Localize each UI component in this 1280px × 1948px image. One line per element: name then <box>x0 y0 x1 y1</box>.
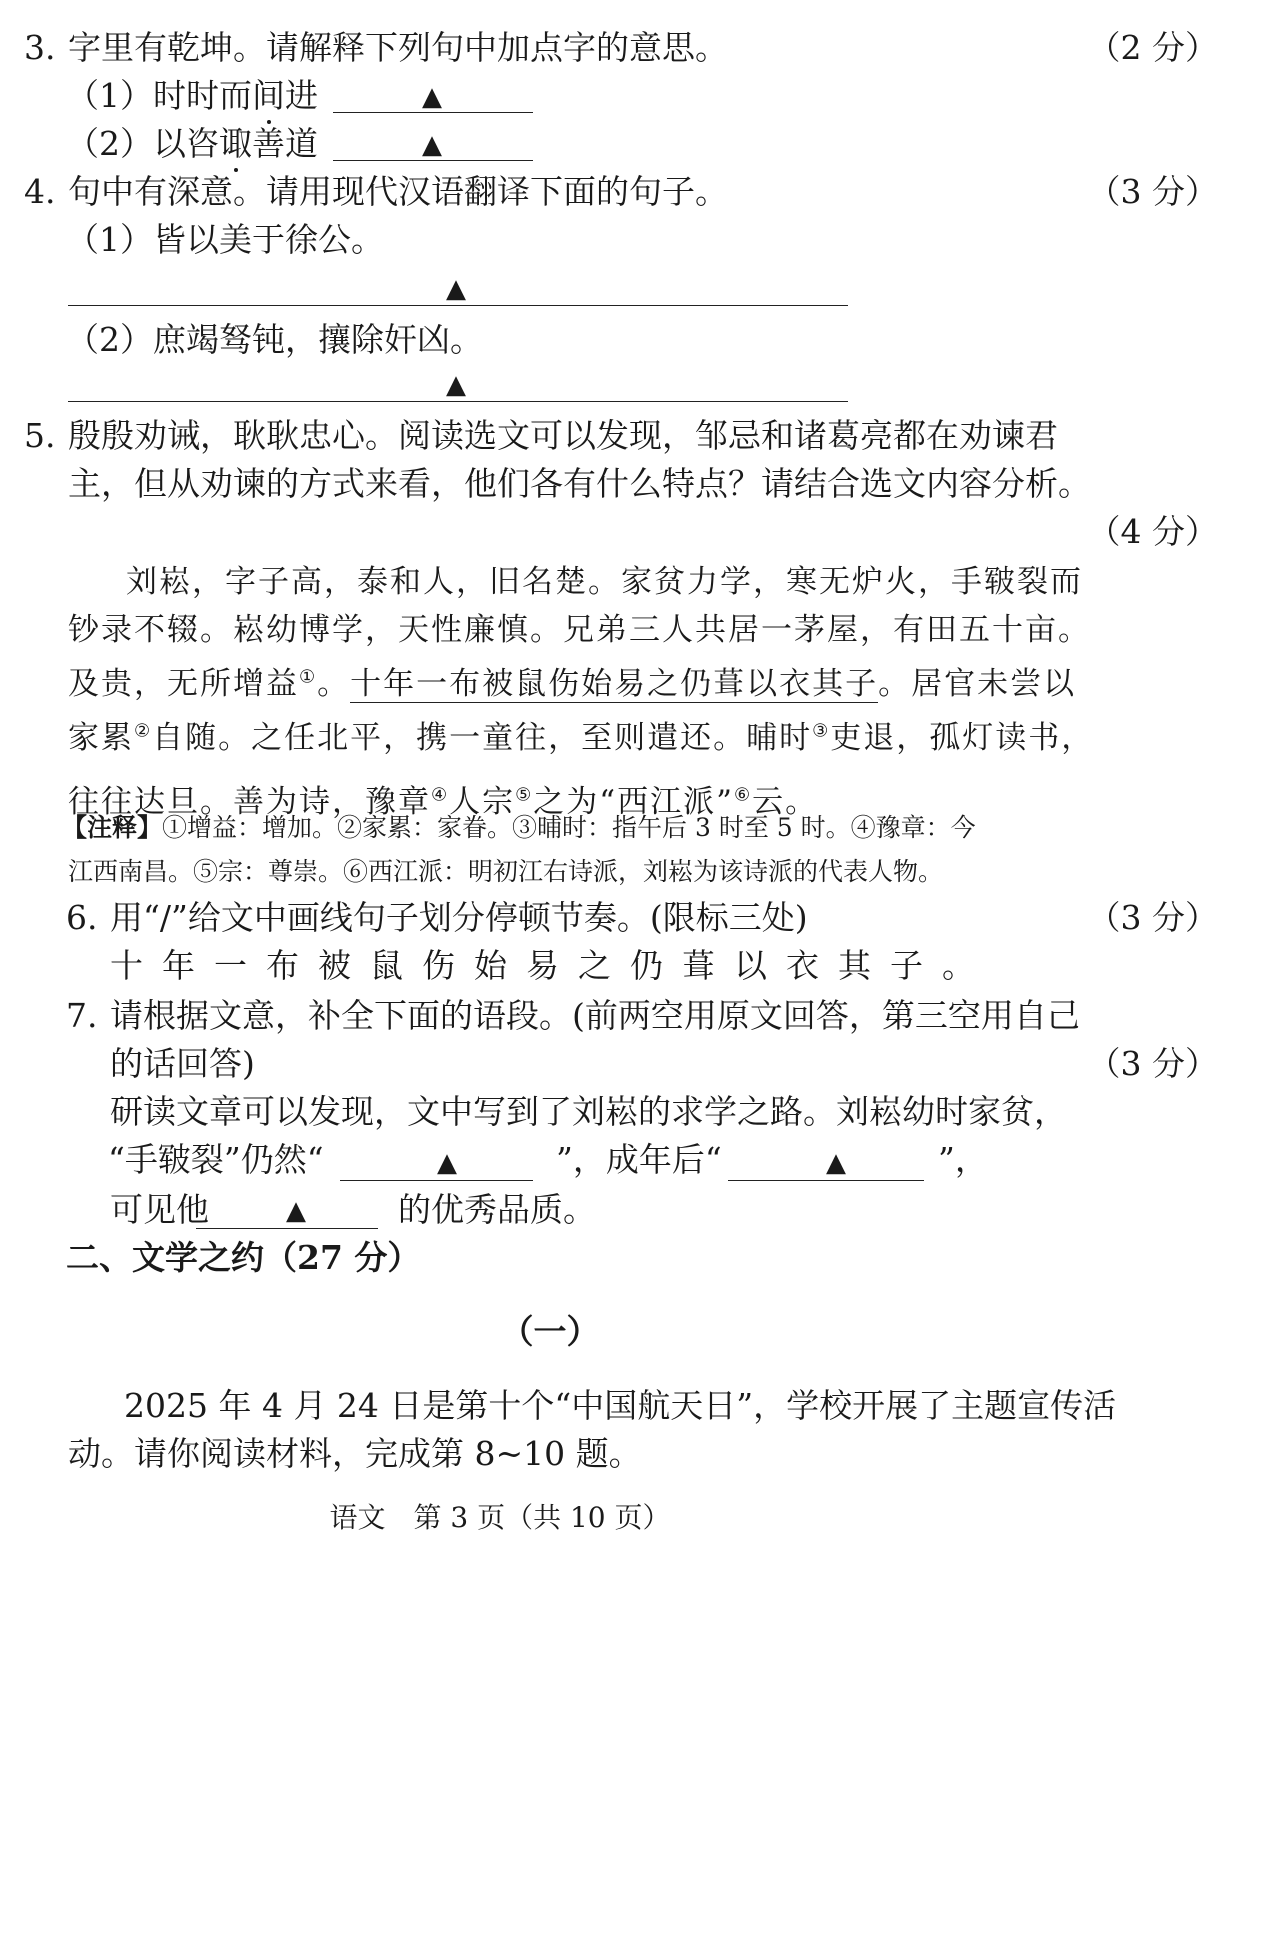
note-ref-6: ⑥ <box>733 784 753 806</box>
q4-prompt: 句中有深意。请用现代汉语翻译下面的句子。 <box>68 172 728 211</box>
q3-item-2-post: 善道 <box>252 124 318 163</box>
q7-points: （3 分） <box>1087 1044 1218 1083</box>
passage-line-5-d: 云。 <box>752 784 819 820</box>
q7-blank-3[interactable] <box>196 1228 378 1229</box>
passage-line-3 <box>68 660 1076 708</box>
q7-blank-1[interactable] <box>340 1180 533 1181</box>
passage-line-3-post: 。居官未尝以 <box>878 666 1077 702</box>
section-2-subheading: （一） <box>500 1312 600 1351</box>
q4-item-2-text: 庶竭驽钝，攘除奸凶。 <box>153 320 483 359</box>
section-2-intro-line-2: 动。请你阅读材料，完成第 8~10 题。 <box>68 1434 642 1473</box>
note-ref-2: ② <box>134 720 153 742</box>
q7-blank-3-marker: ▲ <box>286 1196 306 1226</box>
underlined-sentence: 十年一布被鼠伤始易之仍葺以衣其子 <box>350 666 879 702</box>
q4-item-1 <box>66 216 384 264</box>
q3-prompt: 字里有乾坤。请解释下列句中加点字的意思。 <box>68 28 728 67</box>
q7-blank-1-marker: ▲ <box>437 1148 457 1178</box>
q7-body-line-3-b: 的优秀品质。 <box>398 1190 596 1229</box>
passage-line-2: 钞录不辍。崧幼博学，天性廉慎。兄弟三人共居一茅屋，有田五十亩。 <box>68 612 1091 648</box>
q7-blank-2-marker: ▲ <box>826 1148 846 1178</box>
note-ref-1: ① <box>299 666 318 688</box>
q3-points: （2 分） <box>1087 28 1218 67</box>
notes-line-2: 江西南昌。⑤宗：尊崇。⑥西江派：明初江右诗派，刘崧为该诗派的代表人物。 <box>68 857 944 886</box>
q7-prompt-line-2: 的话回答) <box>110 1044 255 1083</box>
q4-item-2-blank-marker: ▲ <box>446 370 466 400</box>
section-2-intro-line-1: 2025 年 4 月 24 日是第十个“中国航天日”，学校开展了主题宣传活 <box>124 1386 1117 1425</box>
q6-number: 6. <box>66 898 98 937</box>
q3-item-2-answer-line[interactable] <box>333 160 533 161</box>
q5-number: 5. <box>24 416 56 455</box>
q7-blank-2[interactable] <box>728 1180 924 1181</box>
q3-item-2-label: （2） <box>66 124 153 163</box>
section-2-title: 二、文学之约（27 分） <box>66 1238 421 1277</box>
q4-item-2-answer-line[interactable] <box>68 401 848 402</box>
q7-body-line-2-c: ”， <box>938 1140 988 1179</box>
notes-label: 【注释】 <box>62 813 163 842</box>
passage-line-5-a: 往往达旦。善为诗，豫章 <box>68 784 431 820</box>
q4-item-1-answer-line[interactable] <box>68 305 848 306</box>
q3-item-1-answer-line[interactable] <box>333 112 533 113</box>
note-ref-5: ⑤ <box>515 784 534 806</box>
q3-item-1 <box>66 72 318 120</box>
q4-number: 4. <box>24 172 56 211</box>
q3-number: 3. <box>24 28 56 67</box>
q4-points: （3 分） <box>1087 172 1218 211</box>
notes-text-1: ①增益：增加。②家累：家眷。③晡时：指午后 3 时至 5 时。④豫章：今 <box>162 813 976 842</box>
passage-line-3-pre: 及贵，无所增益 <box>68 666 299 702</box>
q6-sentence: 十年一布被鼠伤始易之仍葺以衣其子。 <box>110 946 994 985</box>
page-footer: 语文 第 3 页（共 10 页） <box>329 1501 671 1534</box>
passage-line-4-c: 吏退，孤灯读书， <box>830 720 1095 756</box>
q4-item-1-text: 皆以美于徐公。 <box>153 220 384 259</box>
q6-points: （3 分） <box>1087 898 1218 937</box>
q4-item-1-label: （1） <box>66 220 153 259</box>
passage-line-3-mid: 。 <box>317 666 351 702</box>
passage-line-5-b: 人宗 <box>449 784 516 820</box>
q3-item-2 <box>66 120 318 168</box>
q7-body-line-3-a: 可见他 <box>110 1190 209 1229</box>
q6-prompt: 用“/”给文中画线句子划分停顿节奏。(限标三处) <box>110 898 808 937</box>
q7-number: 7. <box>66 996 98 1035</box>
note-ref-4: ④ <box>431 784 450 806</box>
q3-item-1-label: （1） <box>66 76 153 115</box>
q3-item-1-blank-marker: ▲ <box>422 82 442 112</box>
q3-item-1-dotted-char: 间 <box>252 72 285 120</box>
q3-item-2-dotted-char: 诹 <box>219 120 252 168</box>
passage-line-5-c: 之为“西江派” <box>533 784 734 820</box>
q3-item-1-pre: 时时而 <box>153 76 252 115</box>
q4-item-1-blank-marker: ▲ <box>446 274 466 304</box>
q7-body-line-1: 研读文章可以发现，文中写到了刘崧的求学之路。刘崧幼时家贫， <box>110 1092 1067 1131</box>
q3-item-1-post: 进 <box>285 76 318 115</box>
q7-body-line-2-b: ”，成年后“ <box>556 1140 722 1179</box>
passage-line-4 <box>68 714 1094 762</box>
q7-prompt-line-1: 请根据文意，补全下面的语段。(前两空用原文回答，第三空用自己 <box>110 996 1080 1035</box>
q4-item-2 <box>66 316 483 364</box>
note-ref-3: ③ <box>812 720 831 742</box>
q3-item-2-blank-marker: ▲ <box>422 130 442 160</box>
q3-item-2-pre: 以咨 <box>153 124 219 163</box>
q5-prompt-line-1: 殷殷劝诫，耿耿忠心。阅读选文可以发现，邹忌和诸葛亮都在劝谏君 <box>68 416 1058 455</box>
q5-prompt-line-2: 主，但从劝谏的方式来看，他们各有什么特点？请结合选文内容分析。 <box>68 464 1091 503</box>
q5-points: （4 分） <box>1087 512 1218 551</box>
passage-line-4-b: 自随。之任北平，携一童往，至则遣还。晡时 <box>152 720 813 756</box>
q4-item-2-label: （2） <box>66 320 153 359</box>
passage-line-4-a: 家累 <box>68 720 134 756</box>
notes-line-1 <box>62 808 976 848</box>
q7-body-line-2-a: “手皲裂”仍然“ <box>108 1140 324 1179</box>
passage-line-1: 刘崧，字子高，泰和人，旧名楚。家贫力学，寒无炉火，手皲裂而 <box>126 564 1083 600</box>
